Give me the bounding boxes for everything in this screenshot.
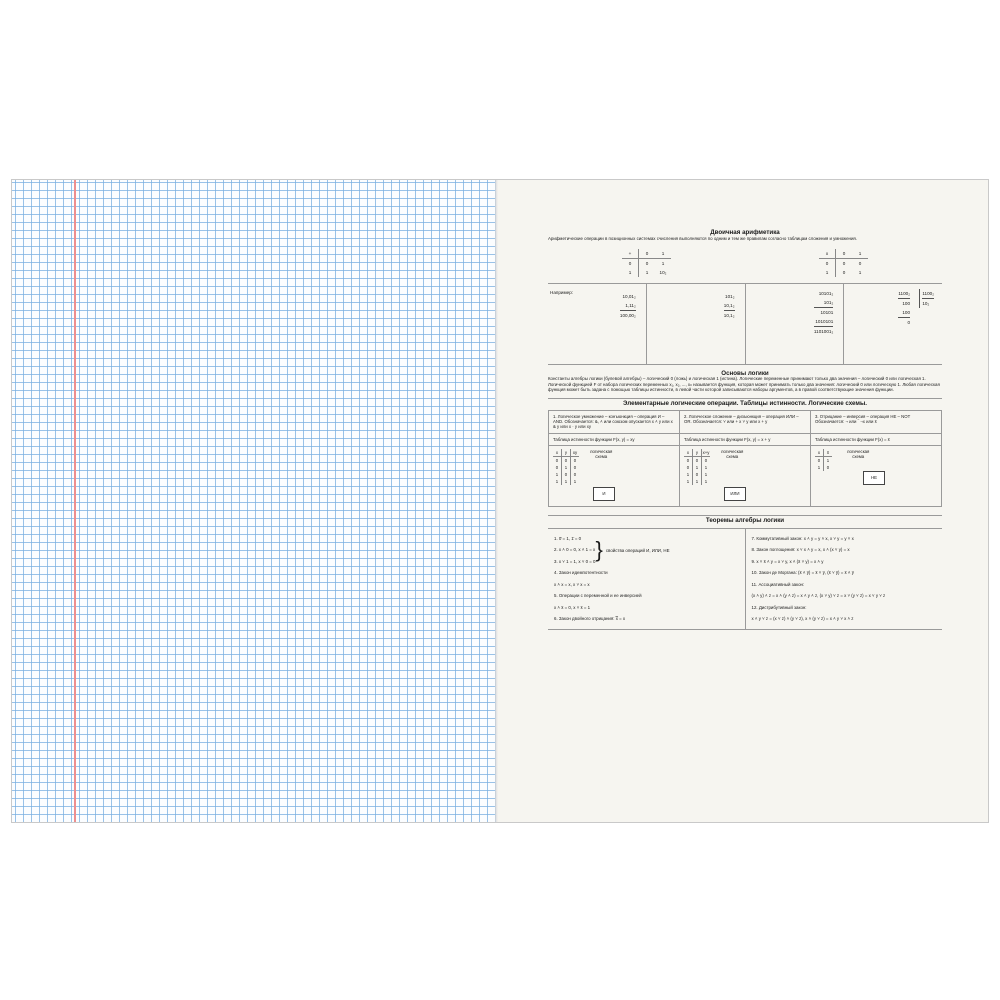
cell: 1 <box>815 464 824 471</box>
calc-line: 1100₂ <box>922 290 934 296</box>
cell: 1 <box>655 249 671 259</box>
calc-addition <box>620 292 636 320</box>
cell: 0 <box>842 260 846 266</box>
theorems-left <box>548 529 746 629</box>
calc-line: 10,1₂ <box>723 302 735 308</box>
cell: 1 <box>573 479 577 485</box>
logic-p2: Логической функцией F от набора логических переменных x₁, x₂, ..., xₙ называется функция, которая может принимать только два значения: логический 0 или логическую 1. Любая логическая функция может быть задана с помощью таблицы истинности, в левой части которой записываются наборы аргументов, а в правой соответствующие значения функции. <box>548 381 940 392</box>
and-scheme-label: логическая схема <box>590 449 613 460</box>
example-multiplication <box>746 284 845 364</box>
calc-result: 10,1₂ <box>724 310 735 320</box>
cell: 0 <box>573 472 577 478</box>
example-subtraction <box>647 284 746 364</box>
calc-line: 10101 <box>814 307 833 317</box>
cell: xy <box>571 449 580 457</box>
cell: 0 <box>842 269 846 275</box>
cell: 1 <box>704 472 708 478</box>
calc-quotient: 10₂ <box>922 298 934 308</box>
theorem-line: 7. Коммутативный закон: x ˄ y = y ˄ x, x ˅ y = y ˅ x <box>751 535 854 541</box>
arith-tables <box>548 249 942 277</box>
reference-page <box>498 180 988 822</box>
cell: 0 <box>815 457 824 465</box>
not-caption: Таблица истинности функции F(x) = x̄ <box>815 436 890 442</box>
cell: 0 <box>639 249 656 259</box>
cell: 1 <box>684 471 693 478</box>
add-table <box>622 249 671 277</box>
calc-line: 101₂ <box>823 299 834 305</box>
cell: 0 <box>553 457 562 465</box>
calc-line: 100 <box>902 309 910 315</box>
cell: 0 <box>858 260 862 266</box>
logic-p1: Константы алгебры логики (булевой алгебры) – логический 0 (ложь) и логическая 1 (истина). Логические переменные принимают только два значения – логический 0 или логическая 1. <box>548 376 926 382</box>
divider <box>548 515 942 516</box>
cell: x <box>684 449 693 457</box>
cell: 10₂ <box>659 269 667 275</box>
cell: 1 <box>645 269 649 275</box>
theorems-body <box>548 528 942 630</box>
cell: x <box>553 449 562 457</box>
cell: 1 <box>858 269 862 275</box>
cell: 0 <box>684 464 693 471</box>
cell: 1 <box>704 479 708 485</box>
cell: 0 <box>693 457 702 465</box>
theorem-line: 11. Ассоциативный закон: <box>751 581 805 587</box>
calc-line: 100 <box>898 298 910 308</box>
or-caption: Таблица истинности функции F(x, y) = x + y <box>680 434 811 445</box>
arith-title: Двоичная арифметика <box>710 229 780 236</box>
or-gate: ИЛИ <box>724 487 746 501</box>
ops-title: Элементарные логические операции. Таблицы истинности. Логические схемы. <box>623 400 867 407</box>
or-scheme-label: логическая схема <box>721 449 744 460</box>
theorem-line: 3. x ˅ 1 = 1, x ˅ 0 = 0 <box>554 558 596 564</box>
examples-row <box>548 283 942 365</box>
example-addition <box>548 284 647 364</box>
calc-line: 1010101 <box>815 318 834 324</box>
theorem-line: 6. Закон двойного отрицания: x̿ = x <box>554 616 626 622</box>
ops-schemes <box>548 446 942 507</box>
cell: x <box>819 249 836 259</box>
cell: 0 <box>704 458 708 464</box>
arith-intro: Арифметические операции в позиционных системах счисления выполняются по одним и тем же правилам согласно таблицам сложения и умножения. <box>548 235 858 241</box>
cell: 0 <box>684 457 693 465</box>
theorem-line: 12. Дистрибутивный закон: <box>751 604 807 610</box>
cell: 0 <box>622 258 639 268</box>
calc-line: 1,11₂ <box>625 302 636 308</box>
cell: 0 <box>553 464 562 471</box>
cell: 0 <box>836 249 853 259</box>
theorem-line: 5. Операции с переменной и ее инверсией <box>554 593 642 599</box>
cell: 0 <box>693 471 702 478</box>
not-gate: НЕ <box>863 471 885 485</box>
cell: x̄ <box>824 449 833 457</box>
cell: 1 <box>661 260 665 266</box>
and-caption: Таблица истинности функции F(x, y) = xy <box>549 434 680 445</box>
cell: 0 <box>573 465 577 471</box>
cell: 1 <box>553 478 562 485</box>
grid-page <box>12 180 495 822</box>
or-scheme <box>680 446 811 506</box>
brace-icon: } <box>595 537 603 563</box>
cell: 0 <box>562 457 571 465</box>
cell: 0 <box>573 458 577 464</box>
not-truth-table <box>815 449 832 471</box>
calc-result: 100,00₂ <box>620 310 636 320</box>
and-truth-table <box>553 449 579 485</box>
theorems-title: Теоремы алгебры логики <box>705 517 785 525</box>
cell: 1 <box>826 458 830 464</box>
reference-content <box>548 230 942 630</box>
ops-captions <box>548 434 942 446</box>
cell: x+y <box>702 450 710 456</box>
or-desc: 2. Логическое сложение – дизъюнкция – операция ИЛИ – OR. Обозначается: ˅ или + x ˅ y или x + y <box>680 411 811 433</box>
theorem-line: 9. x ˅ x̄ ˄ y = x ˅ y, x ˄ (x̄ ˅ y) = x ˄ y <box>751 558 824 564</box>
cell: 1 <box>693 464 702 471</box>
calc-multiplication <box>814 289 833 336</box>
calc-result: 0 <box>898 317 910 327</box>
or-truth-table <box>684 449 710 485</box>
theorem-line: 1. 0̄ = 1, 1̄ = 0 <box>554 535 582 541</box>
cell: 1 <box>693 478 702 485</box>
calc-divisor <box>919 289 934 308</box>
cell: y <box>693 449 702 457</box>
example-division <box>844 284 942 364</box>
cell: 1 <box>622 268 639 277</box>
calc-line: 10101₂ <box>818 290 834 296</box>
cell: 0 <box>562 471 571 478</box>
theorem-line: 10. Закон де Моргана: (x̄ ˄ ȳ) = x̄ ˅ ȳ, (x̄ ˅ ȳ) = x̄ ˄ ȳ <box>751 570 854 576</box>
notebook-spread <box>11 179 989 823</box>
not-desc: 3. Отрицание – инверсия – операция НЕ – NOT Обозначается: ¬ или ‾ ¬x или x̄ <box>815 413 911 424</box>
cell: 1 <box>553 471 562 478</box>
and-desc: 1. Логическое умножение – конъюнкция – операция И – AND. Обозначается: &, ˄ или союзом опускается x ˄ y или x & y или x · y или xy <box>549 411 680 433</box>
brace-note: свойства операций И, ИЛИ, НЕ <box>605 547 670 553</box>
margin-line <box>74 180 76 822</box>
calc-dividend <box>898 289 910 327</box>
logic-title: Основы логики <box>721 369 769 377</box>
mul-table <box>819 249 868 277</box>
ops-descriptions <box>548 410 942 434</box>
theorem-line: (x ˄ y) ˄ z = x ˄ (y ˄ z) = x ˄ y ˄ z, (x ˅ y) ˅ z = x ˅ (y ˅ z) = x ˅ y ˅ z <box>751 593 886 599</box>
cell: 1 <box>819 268 836 277</box>
not-scheme-label: логическая схема <box>847 449 870 460</box>
calc-line: 1100₂ <box>898 290 910 296</box>
cell: 0 <box>826 465 830 471</box>
calc-line: 10,01₂ <box>622 293 636 299</box>
cell: 1 <box>852 249 868 259</box>
theorem-line: 2. x ˄ 0 = 0, x ˄ 1 = x <box>554 547 596 553</box>
cell: 1 <box>562 478 571 485</box>
and-gate: И <box>593 487 615 501</box>
not-scheme <box>811 446 941 506</box>
theorem-line: x ˄ x̄ = 0, x ˅ x̄ = 1 <box>554 604 591 610</box>
theorems-right <box>746 529 943 629</box>
calc-line: 101₂ <box>725 293 735 299</box>
theorem-line: x ˄ y ˅ z = (x ˅ z) ˄ (y ˅ z), x ˄ (y ˅ z) = x ˄ y ˅ x ˄ z <box>751 616 854 622</box>
divider <box>548 398 942 399</box>
calc-result: 1101001₂ <box>814 326 833 336</box>
cell: 0 <box>819 258 836 268</box>
theorem-line: 8. Закон поглощения: x ˅ x ˄ y = x, x ˄ (x ˅ y) = x <box>751 547 850 553</box>
cell: + <box>622 249 639 259</box>
cell: 1 <box>704 465 708 471</box>
example-label: Например: <box>550 289 574 295</box>
and-scheme <box>549 446 680 506</box>
theorem-line: x ˄ x = x, x ˅ x = x <box>554 581 590 587</box>
cell: x <box>815 449 824 457</box>
calc-subtraction <box>724 292 735 320</box>
cell: 1 <box>684 478 693 485</box>
theorem-line: 4. Закон идемпотентности <box>554 570 608 576</box>
cell: 0 <box>645 260 649 266</box>
cell: 1 <box>562 464 571 471</box>
cell: y <box>562 449 571 457</box>
